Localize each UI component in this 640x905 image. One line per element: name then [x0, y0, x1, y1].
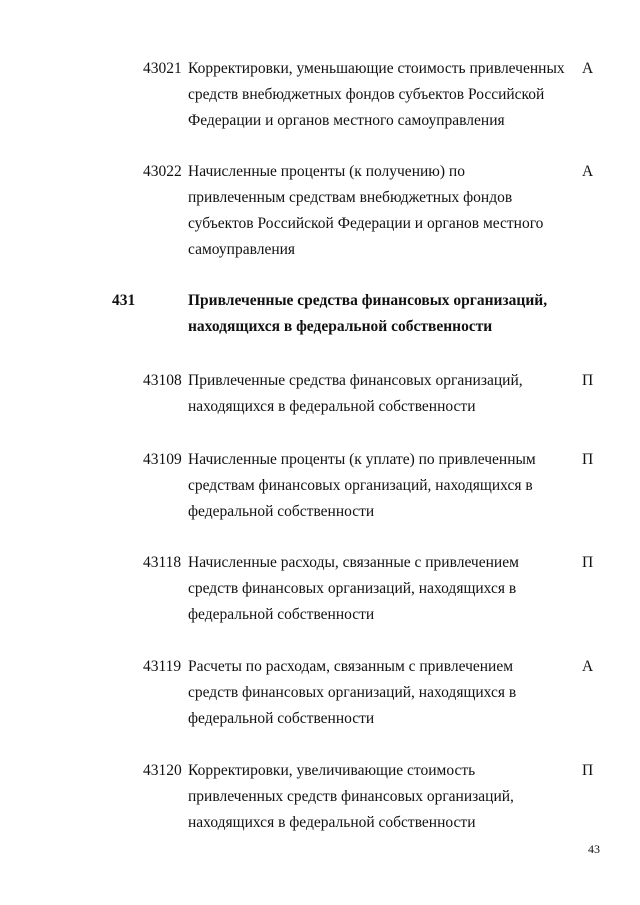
description-line: Начисленные расходы, связанные с привлечением: [188, 554, 519, 571]
description-line: находящихся в федеральной собственности: [188, 398, 476, 415]
account-description: [188, 447, 568, 525]
description-line: федеральной собственности: [188, 710, 375, 727]
description-line: средствам финансовых организаций, находящихся в: [188, 477, 533, 494]
description-line: Расчеты по расходам, связанным с привлечением: [188, 658, 514, 675]
account-description: [188, 550, 568, 628]
account-type-mark: П: [582, 762, 594, 779]
account-code: 43120: [143, 762, 182, 779]
description-line: привлеченных средств финансовых организаций,: [188, 788, 514, 805]
description-line: находящихся в федеральной собственности: [188, 814, 476, 831]
section-title-line: находящихся в федеральной собственности: [188, 318, 493, 335]
account-code: 43022: [143, 163, 182, 180]
account-description: [188, 654, 568, 732]
section-code: 431: [112, 292, 136, 309]
account-code: 43119: [143, 658, 182, 675]
page-number: 43: [588, 842, 600, 856]
description-line: Федерации и органов местного самоуправления: [188, 112, 505, 129]
description-line: средств внебюджетных фондов субъектов Российской: [188, 86, 545, 103]
description-line: Корректировки, уменьшающие стоимость привлеченных: [188, 60, 565, 77]
section-title: [188, 288, 568, 340]
description-line: федеральной собственности: [188, 503, 375, 520]
description-line: Корректировки, увеличивающие стоимость: [188, 762, 476, 779]
account-type-mark: А: [582, 163, 594, 180]
account-description: [188, 56, 568, 134]
description-line: Начисленные проценты (к уплате) по привлеченным: [188, 451, 536, 468]
section-title-line: Привлеченные средства финансовых организаций,: [188, 292, 548, 309]
description-line: привлеченным средствам внебюджетных фондов: [188, 189, 513, 206]
description-line: Привлеченные средства финансовых организаций,: [188, 372, 523, 389]
account-type-mark: А: [582, 60, 594, 77]
description-line: средств финансовых организаций, находящихся в: [188, 580, 517, 597]
description-line: субъектов Российской Федерации и органов местного: [188, 215, 544, 232]
account-description: [188, 758, 568, 836]
description-line: самоуправления: [188, 241, 296, 258]
account-type-mark: П: [582, 554, 594, 571]
account-code: 43021: [143, 60, 182, 77]
description-line: Начисленные проценты (к получению) по: [188, 163, 465, 180]
account-description: [188, 368, 568, 420]
account-type-mark: П: [582, 451, 594, 468]
description-line: федеральной собственности: [188, 606, 375, 623]
account-code: 43108: [143, 372, 182, 389]
account-type-mark: П: [582, 372, 594, 389]
account-code: 43109: [143, 451, 182, 468]
description-line: средств финансовых организаций, находящихся в: [188, 684, 517, 701]
account-description: [188, 159, 568, 263]
account-type-mark: А: [582, 658, 594, 675]
account-code: 43118: [143, 554, 182, 571]
